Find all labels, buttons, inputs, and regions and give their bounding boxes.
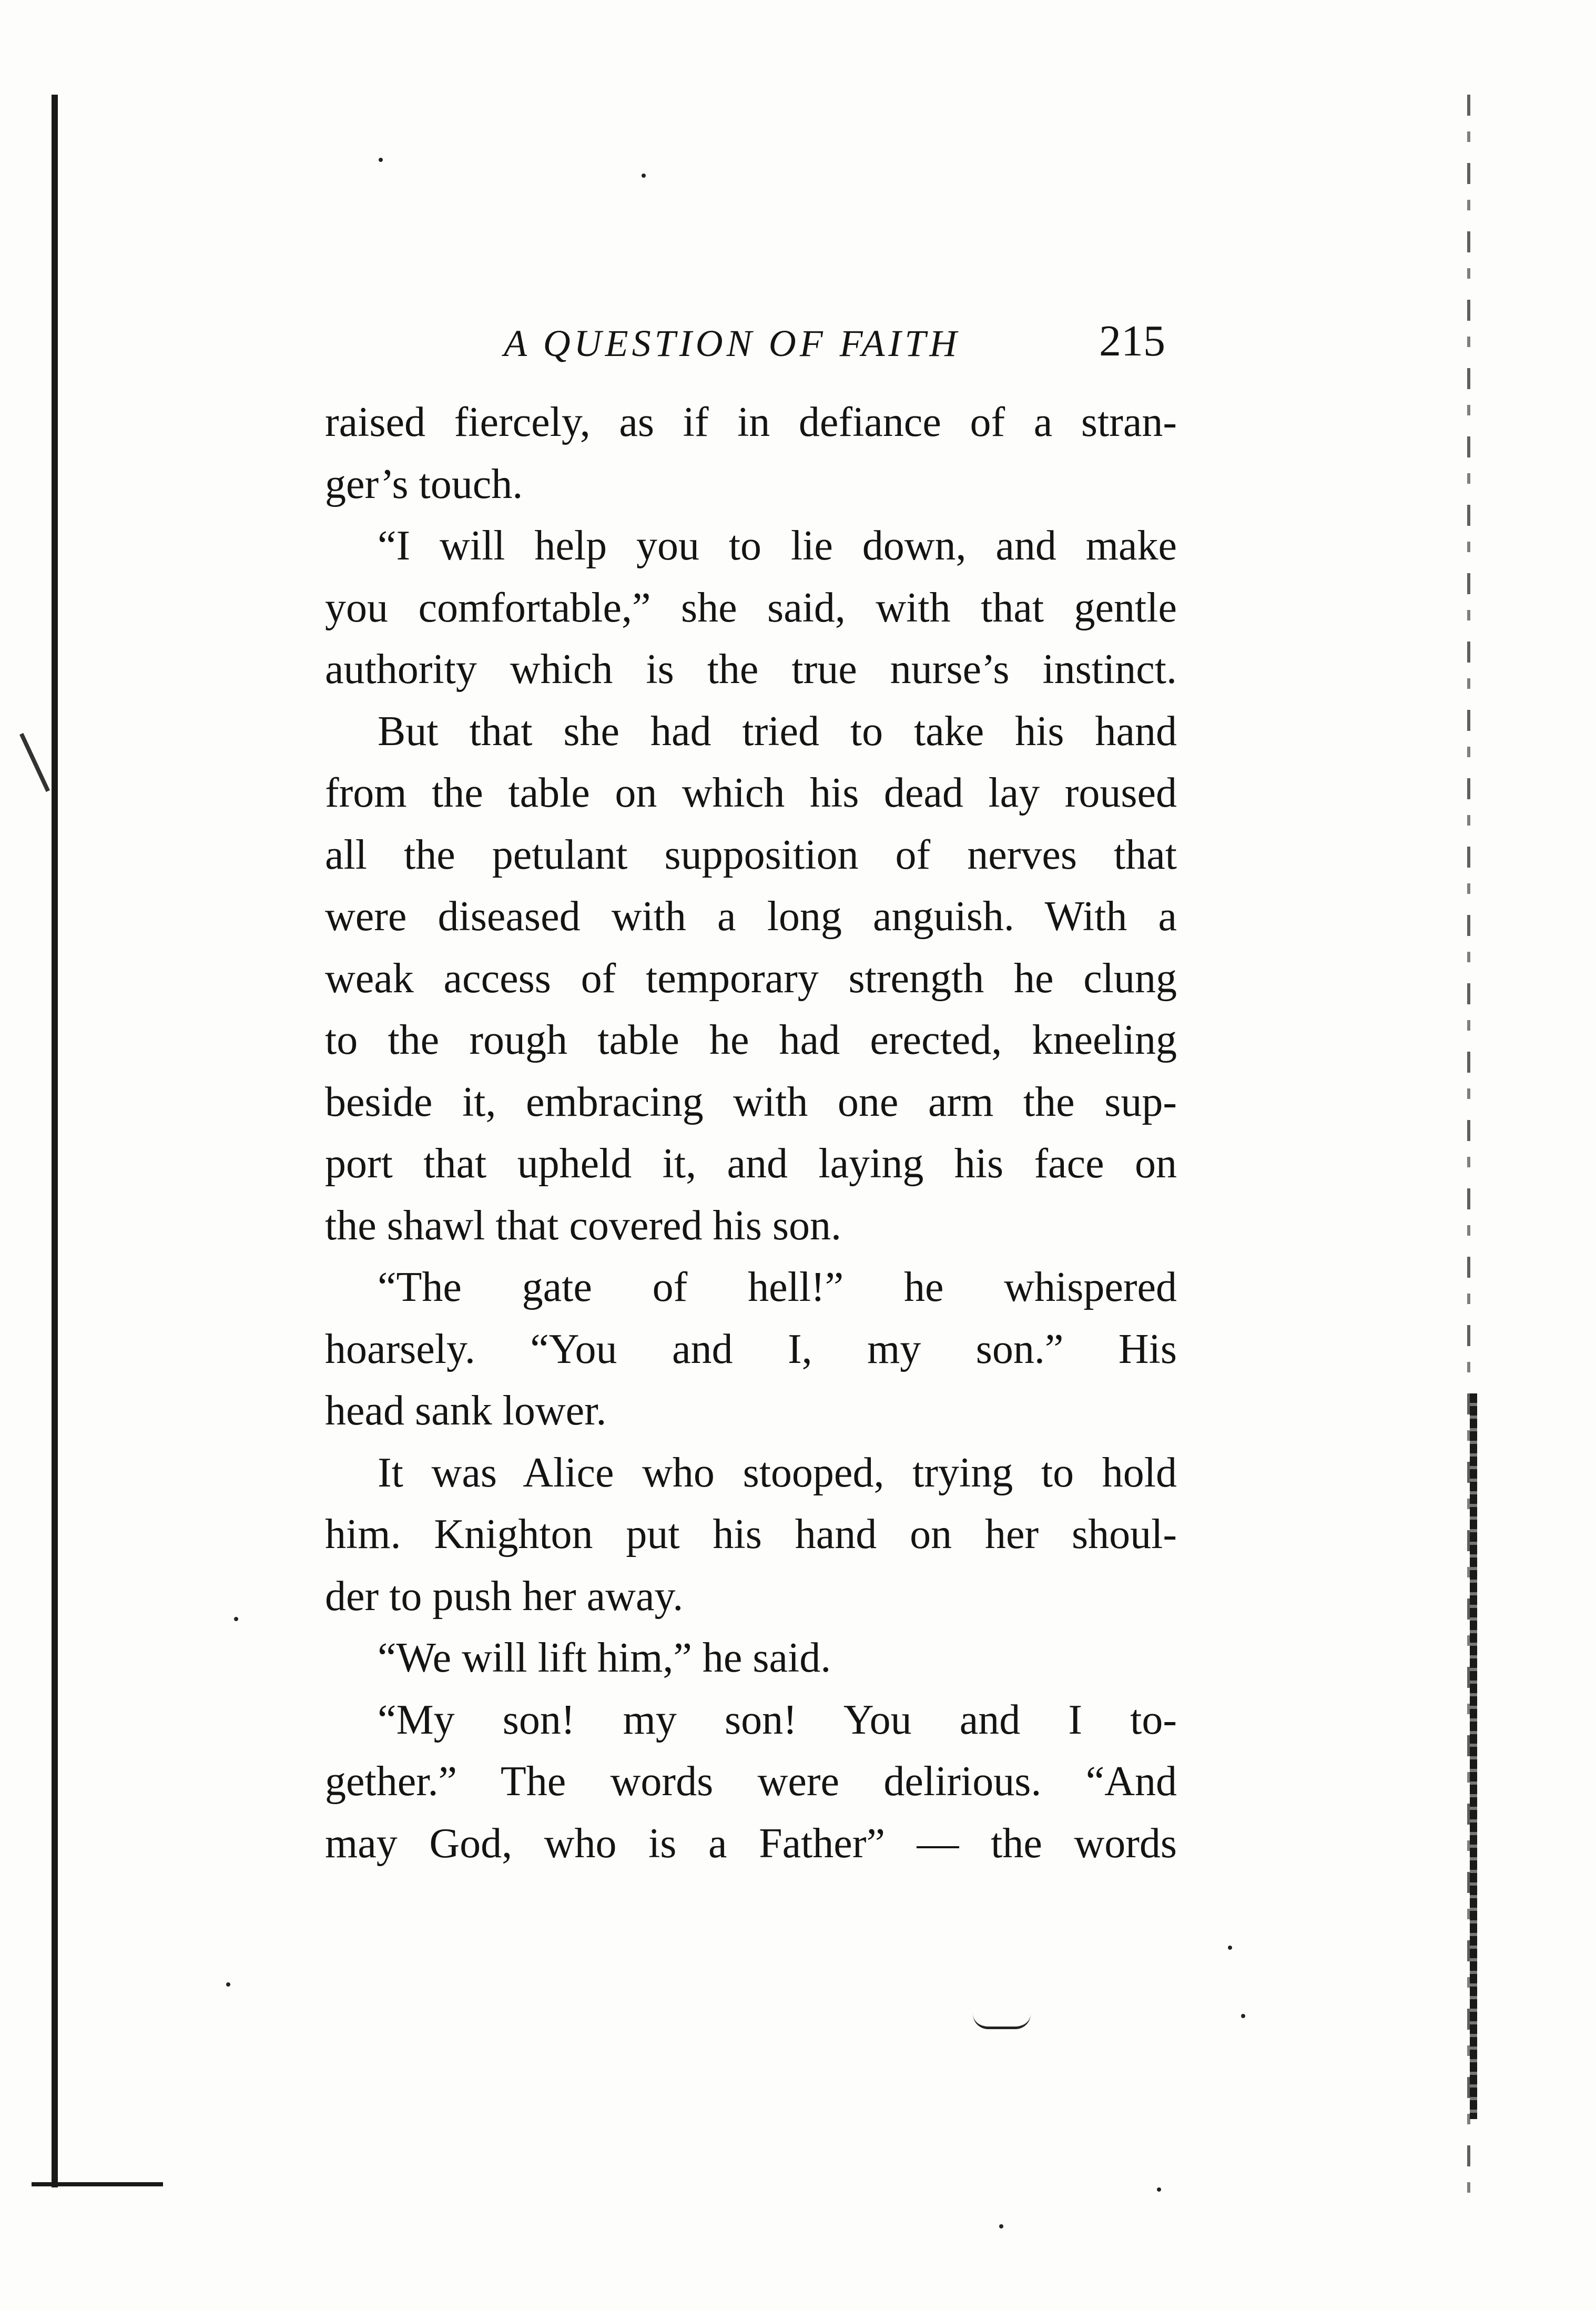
binding-edge-foot: [32, 2182, 163, 2186]
text-line: from the table on which his dead lay roused: [325, 770, 1177, 816]
body-text: [325, 392, 1177, 1875]
text-line: hoarsely. “You and I, my son.” His: [325, 1326, 1177, 1372]
text-line: der to push her away.: [325, 1573, 684, 1620]
scan-speck: [1228, 1946, 1232, 1950]
scan-speck: [234, 1617, 238, 1621]
text-line: “My son! my son! You and I to-: [378, 1696, 1177, 1743]
text-line: “We will lift him,” he said.: [378, 1635, 831, 1681]
text-line: gether.” The words were delirious. “And: [325, 1758, 1177, 1805]
scan-speck: [999, 2224, 1003, 2228]
text-line: to the rough table he had erected, kneeling: [325, 1017, 1177, 1063]
scan-speck: [1157, 2187, 1161, 2192]
scan-speck: [379, 158, 383, 162]
running-head-title: A QUESTION OF FAITH: [504, 322, 961, 364]
page-edge-dark-band: [1470, 1393, 1477, 2119]
text-line: But that she had tried to take his hand: [378, 708, 1177, 755]
text-line: ger’s touch.: [325, 461, 523, 507]
binding-edge-shadow: [52, 95, 58, 2187]
text-line: head sank lower.: [325, 1388, 607, 1434]
text-line: “The gate of hell!” he whispered: [378, 1264, 1177, 1310]
text-line: raised fiercely, as if in defiance of a stran-: [325, 399, 1177, 445]
text-line: him. Knighton put his hand on her shoul-: [325, 1511, 1177, 1557]
text-line: beside it, embracing with one arm the sup-: [325, 1078, 1177, 1125]
text-line: you comfortable,” she said, with that gentle: [325, 584, 1177, 631]
text-line: port that upheld it, and laying his face on: [325, 1141, 1177, 1187]
text-line: It was Alice who stooped, trying to hold: [378, 1449, 1177, 1496]
scan-speck: [1241, 2014, 1245, 2018]
text-line: authority which is the true nurse’s instinct.: [325, 646, 1177, 693]
running-head: [504, 315, 1165, 368]
text-line: all the petulant supposition of nerves that: [325, 831, 1177, 878]
text-line: the shawl that covered his son.: [325, 1202, 841, 1249]
page-smudge-mark: [973, 2014, 1031, 2029]
scan-speck: [226, 1982, 230, 1987]
text-line: “I will help you to lie down, and make: [378, 523, 1177, 569]
text-line: may God, who is a Father” — the words: [325, 1820, 1177, 1867]
scan-speck: [642, 174, 646, 178]
page-number: 215: [1099, 317, 1165, 365]
text-line: were diseased with a long anguish. With a: [325, 893, 1177, 940]
margin-scan-mark: [19, 733, 50, 792]
text-line: weak access of temporary strength he clung: [325, 955, 1177, 1002]
